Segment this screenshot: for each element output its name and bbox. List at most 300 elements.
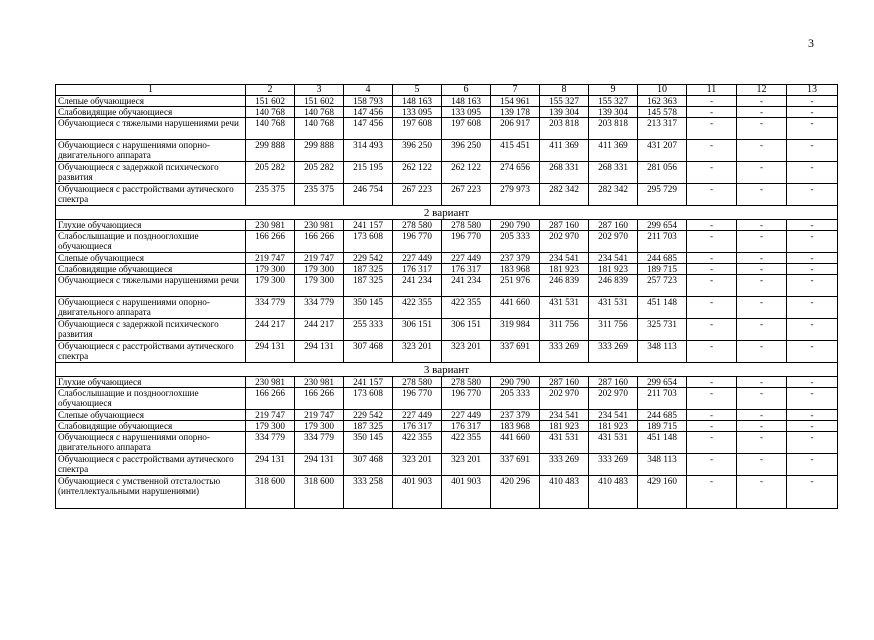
table-cell: 202 970 <box>540 388 589 410</box>
table-cell: - <box>787 184 838 206</box>
table-cell: - <box>787 341 838 363</box>
table-cell: 140 768 <box>246 107 295 118</box>
table-cell: 230 981 <box>295 220 344 231</box>
table-cell: 422 355 <box>393 297 442 319</box>
table-cell: 187 325 <box>344 421 393 432</box>
table-cell: 325 731 <box>638 319 687 341</box>
table-cell: - <box>687 96 737 107</box>
table-cell: 211 703 <box>638 388 687 410</box>
row-label: Слепые обучающиеся <box>56 410 246 421</box>
table-cell: 154 961 <box>491 96 540 107</box>
table-row <box>56 297 838 319</box>
table-cell: - <box>687 454 737 476</box>
table-cell: - <box>687 410 737 421</box>
table-cell: - <box>737 388 787 410</box>
table-cell: - <box>687 264 737 275</box>
table-cell: - <box>787 319 838 341</box>
table-row <box>56 476 838 509</box>
table-cell: 181 923 <box>589 421 638 432</box>
table-cell: 148 163 <box>442 96 491 107</box>
table-cell: 179 300 <box>295 264 344 275</box>
table-cell: 237 379 <box>491 410 540 421</box>
table-cell: 334 779 <box>295 297 344 319</box>
row-label: Слепые обучающиеся <box>56 96 246 107</box>
table-cell: 396 250 <box>442 140 491 162</box>
table-cell: - <box>687 297 737 319</box>
row-label: Слепые обучающиеся <box>56 253 246 264</box>
table-cell: 268 331 <box>540 162 589 184</box>
row-label: Обучающиеся с нарушениями опорно-двигательного аппарата <box>56 432 246 454</box>
table-row <box>56 96 838 107</box>
table-cell: 410 483 <box>589 476 638 509</box>
table-cell: - <box>787 220 838 231</box>
table-cell: - <box>737 410 787 421</box>
table-cell: 227 449 <box>442 410 491 421</box>
table-cell: 334 779 <box>246 297 295 319</box>
table-cell: 230 981 <box>246 377 295 388</box>
row-label: Обучающиеся с тяжелыми нарушениями речи <box>56 275 246 297</box>
table-cell: - <box>787 140 838 162</box>
table-cell: 287 160 <box>589 377 638 388</box>
table-cell: 451 148 <box>638 432 687 454</box>
table-cell: 318 600 <box>295 476 344 509</box>
table-cell: - <box>787 264 838 275</box>
table-cell: 307 468 <box>344 341 393 363</box>
table-cell: 151 602 <box>246 96 295 107</box>
table-cell: 420 296 <box>491 476 540 509</box>
table-cell: 323 201 <box>442 454 491 476</box>
table-cell: 295 729 <box>638 184 687 206</box>
table-cell: 244 685 <box>638 253 687 264</box>
row-label: Обучающиеся с умственной отсталостью (интеллектуальными нарушениями) <box>56 476 246 509</box>
table-cell: 237 379 <box>491 253 540 264</box>
table-cell: - <box>787 162 838 184</box>
row-label: Глухие обучающиеся <box>56 377 246 388</box>
table-cell: 241 234 <box>393 275 442 297</box>
table-cell: - <box>787 476 838 509</box>
table-cell: 415 451 <box>491 140 540 162</box>
data-table <box>55 84 838 509</box>
table-cell: 431 531 <box>589 297 638 319</box>
table-cell: 333 269 <box>589 341 638 363</box>
row-label: Слабослышащие и позднооглохшие обучающиеся <box>56 388 246 410</box>
table-cell: 323 201 <box>393 341 442 363</box>
table-cell: 176 317 <box>442 421 491 432</box>
table-cell: 241 157 <box>344 220 393 231</box>
table-cell: 227 449 <box>442 253 491 264</box>
table-cell: 234 541 <box>540 253 589 264</box>
table-cell: 278 580 <box>442 220 491 231</box>
table-cell: - <box>687 118 737 140</box>
table-cell: - <box>787 118 838 140</box>
column-header: 13 <box>787 85 838 96</box>
table-cell: 176 317 <box>442 264 491 275</box>
table-cell: - <box>737 341 787 363</box>
table-cell: 197 608 <box>442 118 491 140</box>
table-cell: - <box>787 432 838 454</box>
section-row <box>56 206 838 220</box>
table-cell: 203 818 <box>540 118 589 140</box>
table-cell: 205 282 <box>246 162 295 184</box>
table-cell: 278 580 <box>442 377 491 388</box>
table-cell: 294 131 <box>295 341 344 363</box>
table-cell: 451 148 <box>638 297 687 319</box>
table-cell: 396 250 <box>393 140 442 162</box>
table-cell: 241 157 <box>344 377 393 388</box>
table-cell: - <box>787 275 838 297</box>
table-cell: 196 770 <box>442 231 491 253</box>
table-cell: 287 160 <box>589 220 638 231</box>
table-cell: - <box>737 184 787 206</box>
table-row <box>56 319 838 341</box>
table-cell: 183 968 <box>491 421 540 432</box>
row-label: Обучающиеся с расстройствами аутического спектра <box>56 184 246 206</box>
table-row <box>56 220 838 231</box>
table-cell: - <box>687 421 737 432</box>
column-header: 7 <box>491 85 540 96</box>
table-row <box>56 421 838 432</box>
table-row <box>56 253 838 264</box>
table-cell: 307 468 <box>344 454 393 476</box>
table-cell: 219 747 <box>295 410 344 421</box>
table-cell: 262 122 <box>393 162 442 184</box>
table-cell: 257 723 <box>638 275 687 297</box>
table-row <box>56 388 838 410</box>
table-cell: 202 970 <box>589 388 638 410</box>
table-cell: 251 976 <box>491 275 540 297</box>
table-cell: - <box>787 454 838 476</box>
table-cell: 181 923 <box>540 264 589 275</box>
table-cell: 196 770 <box>442 388 491 410</box>
table-cell: 173 608 <box>344 231 393 253</box>
table-cell: 333 258 <box>344 476 393 509</box>
table-cell: 422 355 <box>442 432 491 454</box>
table-row <box>56 432 838 454</box>
table-cell: 147 456 <box>344 107 393 118</box>
table-cell: 219 747 <box>295 253 344 264</box>
table-cell: 323 201 <box>442 341 491 363</box>
row-label: Слабовидящие обучающиеся <box>56 421 246 432</box>
table-cell: 189 715 <box>638 264 687 275</box>
table-cell: - <box>687 184 737 206</box>
table-cell: - <box>787 377 838 388</box>
table-cell: 262 122 <box>442 162 491 184</box>
table-cell: 333 269 <box>589 454 638 476</box>
table-cell: 348 113 <box>638 341 687 363</box>
table-cell: 189 715 <box>638 421 687 432</box>
table-cell: 211 703 <box>638 231 687 253</box>
table-cell: 230 981 <box>295 377 344 388</box>
table-cell: 139 304 <box>540 107 589 118</box>
table-cell: 179 300 <box>246 421 295 432</box>
table-cell: - <box>687 162 737 184</box>
table-cell: 179 300 <box>295 421 344 432</box>
row-label: Обучающиеся с нарушениями опорно-двигательного аппарата <box>56 297 246 319</box>
table-cell: 281 056 <box>638 162 687 184</box>
table-cell: - <box>687 377 737 388</box>
table-cell: 314 493 <box>344 140 393 162</box>
table-row <box>56 410 838 421</box>
table-cell: - <box>737 454 787 476</box>
table-cell: 140 768 <box>295 118 344 140</box>
table-cell: 323 201 <box>393 454 442 476</box>
section-row <box>56 363 838 377</box>
table-cell: - <box>687 476 737 509</box>
table-cell: 140 768 <box>295 107 344 118</box>
table-cell: 234 541 <box>540 410 589 421</box>
table-cell: - <box>787 297 838 319</box>
row-label: Обучающиеся с задержкой психического развития <box>56 319 246 341</box>
table-cell: 147 456 <box>344 118 393 140</box>
table-cell: 139 178 <box>491 107 540 118</box>
table-cell: 229 542 <box>344 253 393 264</box>
table-cell: - <box>687 388 737 410</box>
table-cell: - <box>737 476 787 509</box>
table-cell: 255 333 <box>344 319 393 341</box>
table-cell: 230 981 <box>246 220 295 231</box>
column-header: 8 <box>540 85 589 96</box>
table-cell: 202 970 <box>540 231 589 253</box>
table-cell: - <box>737 107 787 118</box>
table-cell: 290 790 <box>491 377 540 388</box>
column-header: 5 <box>393 85 442 96</box>
table-cell: - <box>737 162 787 184</box>
table-cell: 179 300 <box>295 275 344 297</box>
table-cell: 166 266 <box>246 231 295 253</box>
table-row <box>56 275 838 297</box>
table-cell: 333 269 <box>540 341 589 363</box>
table-cell: 181 923 <box>540 421 589 432</box>
table-cell: 196 770 <box>393 231 442 253</box>
table-cell: 145 578 <box>638 107 687 118</box>
table-cell: - <box>737 96 787 107</box>
table-cell: 311 756 <box>589 319 638 341</box>
table-cell: 205 333 <box>491 231 540 253</box>
table-cell: 205 282 <box>295 162 344 184</box>
table-cell: 299 654 <box>638 220 687 231</box>
table-cell: 333 269 <box>540 454 589 476</box>
table-cell: 203 818 <box>589 118 638 140</box>
table-row <box>56 140 838 162</box>
column-header: 3 <box>295 85 344 96</box>
table-cell: 234 541 <box>589 253 638 264</box>
table-cell: 155 327 <box>540 96 589 107</box>
table-cell: - <box>737 231 787 253</box>
table-cell: - <box>787 253 838 264</box>
table-cell: 431 531 <box>540 432 589 454</box>
table-cell: 158 793 <box>344 96 393 107</box>
table-cell: - <box>737 253 787 264</box>
column-header: 6 <box>442 85 491 96</box>
table-cell: 334 779 <box>246 432 295 454</box>
table-cell: 246 839 <box>540 275 589 297</box>
table-cell: 139 304 <box>589 107 638 118</box>
row-label: Глухие обучающиеся <box>56 220 246 231</box>
table-cell: 219 747 <box>246 253 295 264</box>
table-row <box>56 231 838 253</box>
table-cell: 278 580 <box>393 377 442 388</box>
table-cell: - <box>687 432 737 454</box>
table-cell: 274 656 <box>491 162 540 184</box>
table-cell: - <box>687 253 737 264</box>
section-title: 2 вариант <box>56 206 838 220</box>
table-row <box>56 454 838 476</box>
table-cell: - <box>787 410 838 421</box>
table-cell: - <box>737 319 787 341</box>
table-cell: 162 363 <box>638 96 687 107</box>
table-cell: 294 131 <box>246 454 295 476</box>
table-cell: 279 973 <box>491 184 540 206</box>
table-cell: 401 903 <box>442 476 491 509</box>
table-cell: 183 968 <box>491 264 540 275</box>
table-cell: 205 333 <box>491 388 540 410</box>
table-row <box>56 162 838 184</box>
table-cell: - <box>737 140 787 162</box>
row-label: Обучающиеся с нарушениями опорно-двигательного аппарата <box>56 140 246 162</box>
row-label: Слабовидящие обучающиеся <box>56 107 246 118</box>
row-label: Слабовидящие обучающиеся <box>56 264 246 275</box>
table-cell: 422 355 <box>442 297 491 319</box>
table-cell: - <box>737 377 787 388</box>
table-cell: 187 325 <box>344 275 393 297</box>
table-cell: 319 984 <box>491 319 540 341</box>
table-cell: 244 217 <box>295 319 344 341</box>
table-cell: - <box>787 231 838 253</box>
table-cell: - <box>687 275 737 297</box>
table-cell: - <box>737 275 787 297</box>
table-row <box>56 377 838 388</box>
table-row <box>56 341 838 363</box>
table-cell: 140 768 <box>246 118 295 140</box>
table-row <box>56 184 838 206</box>
table-cell: 227 449 <box>393 410 442 421</box>
table-cell: - <box>787 388 838 410</box>
table-cell: 337 691 <box>491 341 540 363</box>
table-cell: 290 790 <box>491 220 540 231</box>
column-header: 10 <box>638 85 687 96</box>
table-cell: - <box>687 220 737 231</box>
table-cell: - <box>737 220 787 231</box>
table-cell: 202 970 <box>589 231 638 253</box>
table-cell: - <box>687 107 737 118</box>
table-cell: 166 266 <box>295 231 344 253</box>
table-cell: 244 685 <box>638 410 687 421</box>
table-cell: 179 300 <box>246 275 295 297</box>
table-cell: 334 779 <box>295 432 344 454</box>
table-cell: 234 541 <box>589 410 638 421</box>
table-cell: 176 317 <box>393 264 442 275</box>
table-cell: 287 160 <box>540 220 589 231</box>
table-cell: 441 660 <box>491 297 540 319</box>
table-cell: 401 903 <box>393 476 442 509</box>
table-cell: 441 660 <box>491 432 540 454</box>
table-cell: 267 223 <box>393 184 442 206</box>
page-number: 3 <box>808 36 814 50</box>
table-cell: 306 151 <box>393 319 442 341</box>
table-cell: 268 331 <box>589 162 638 184</box>
table-cell: 410 483 <box>540 476 589 509</box>
table-cell: - <box>737 421 787 432</box>
table-cell: - <box>737 118 787 140</box>
table-row <box>56 264 838 275</box>
table-cell: 311 756 <box>540 319 589 341</box>
table-cell: 282 342 <box>589 184 638 206</box>
section-title: 3 вариант <box>56 363 838 377</box>
column-header: 12 <box>737 85 787 96</box>
table-cell: 197 608 <box>393 118 442 140</box>
column-header: 4 <box>344 85 393 96</box>
table-cell: - <box>787 96 838 107</box>
table-cell: 422 355 <box>393 432 442 454</box>
table-cell: 411 369 <box>589 140 638 162</box>
table-cell: 241 234 <box>442 275 491 297</box>
table-cell: 148 163 <box>393 96 442 107</box>
table-cell: 206 917 <box>491 118 540 140</box>
table-cell: - <box>737 264 787 275</box>
table-cell: 235 375 <box>246 184 295 206</box>
table-cell: 431 207 <box>638 140 687 162</box>
table-cell: 299 654 <box>638 377 687 388</box>
table-cell: 350 145 <box>344 432 393 454</box>
row-label: Обучающиеся с расстройствами аутического спектра <box>56 341 246 363</box>
column-header: 11 <box>687 85 737 96</box>
table-cell: 166 266 <box>295 388 344 410</box>
row-label: Слабослышащие и позднооглохшие обучающиеся <box>56 231 246 253</box>
table-cell: 350 145 <box>344 297 393 319</box>
table-cell: 151 602 <box>295 96 344 107</box>
table-cell: 213 317 <box>638 118 687 140</box>
table-cell: 348 113 <box>638 454 687 476</box>
table-cell: 278 580 <box>393 220 442 231</box>
table-cell: 306 151 <box>442 319 491 341</box>
table-cell: 196 770 <box>393 388 442 410</box>
table-cell: 179 300 <box>246 264 295 275</box>
row-label: Обучающиеся с расстройствами аутического спектра <box>56 454 246 476</box>
column-header: 9 <box>589 85 638 96</box>
table-cell: 166 266 <box>246 388 295 410</box>
table-cell: 431 531 <box>589 432 638 454</box>
table-cell: 282 342 <box>540 184 589 206</box>
table-cell: - <box>737 297 787 319</box>
table-cell: 173 608 <box>344 388 393 410</box>
table-cell: 294 131 <box>246 341 295 363</box>
table-cell: - <box>687 231 737 253</box>
table-row <box>56 107 838 118</box>
table-cell: 133 095 <box>442 107 491 118</box>
table-cell: 294 131 <box>295 454 344 476</box>
table-cell: - <box>787 107 838 118</box>
table-cell: 219 747 <box>246 410 295 421</box>
table-cell: - <box>687 341 737 363</box>
table-cell: 287 160 <box>540 377 589 388</box>
table-cell: 229 542 <box>344 410 393 421</box>
table-cell: - <box>737 432 787 454</box>
table-cell: 246 839 <box>589 275 638 297</box>
table-cell: 299 888 <box>295 140 344 162</box>
table-cell: 246 754 <box>344 184 393 206</box>
table-header-row <box>56 85 838 96</box>
row-label: Обучающиеся с задержкой психического развития <box>56 162 246 184</box>
table-cell: 235 375 <box>295 184 344 206</box>
row-label: Обучающиеся с тяжелыми нарушениями речи <box>56 118 246 140</box>
table-cell: - <box>687 140 737 162</box>
table-cell: 411 369 <box>540 140 589 162</box>
table-cell: - <box>787 421 838 432</box>
table-cell: 133 095 <box>393 107 442 118</box>
table-cell: 215 195 <box>344 162 393 184</box>
table-cell: 176 317 <box>393 421 442 432</box>
table-row <box>56 118 838 140</box>
